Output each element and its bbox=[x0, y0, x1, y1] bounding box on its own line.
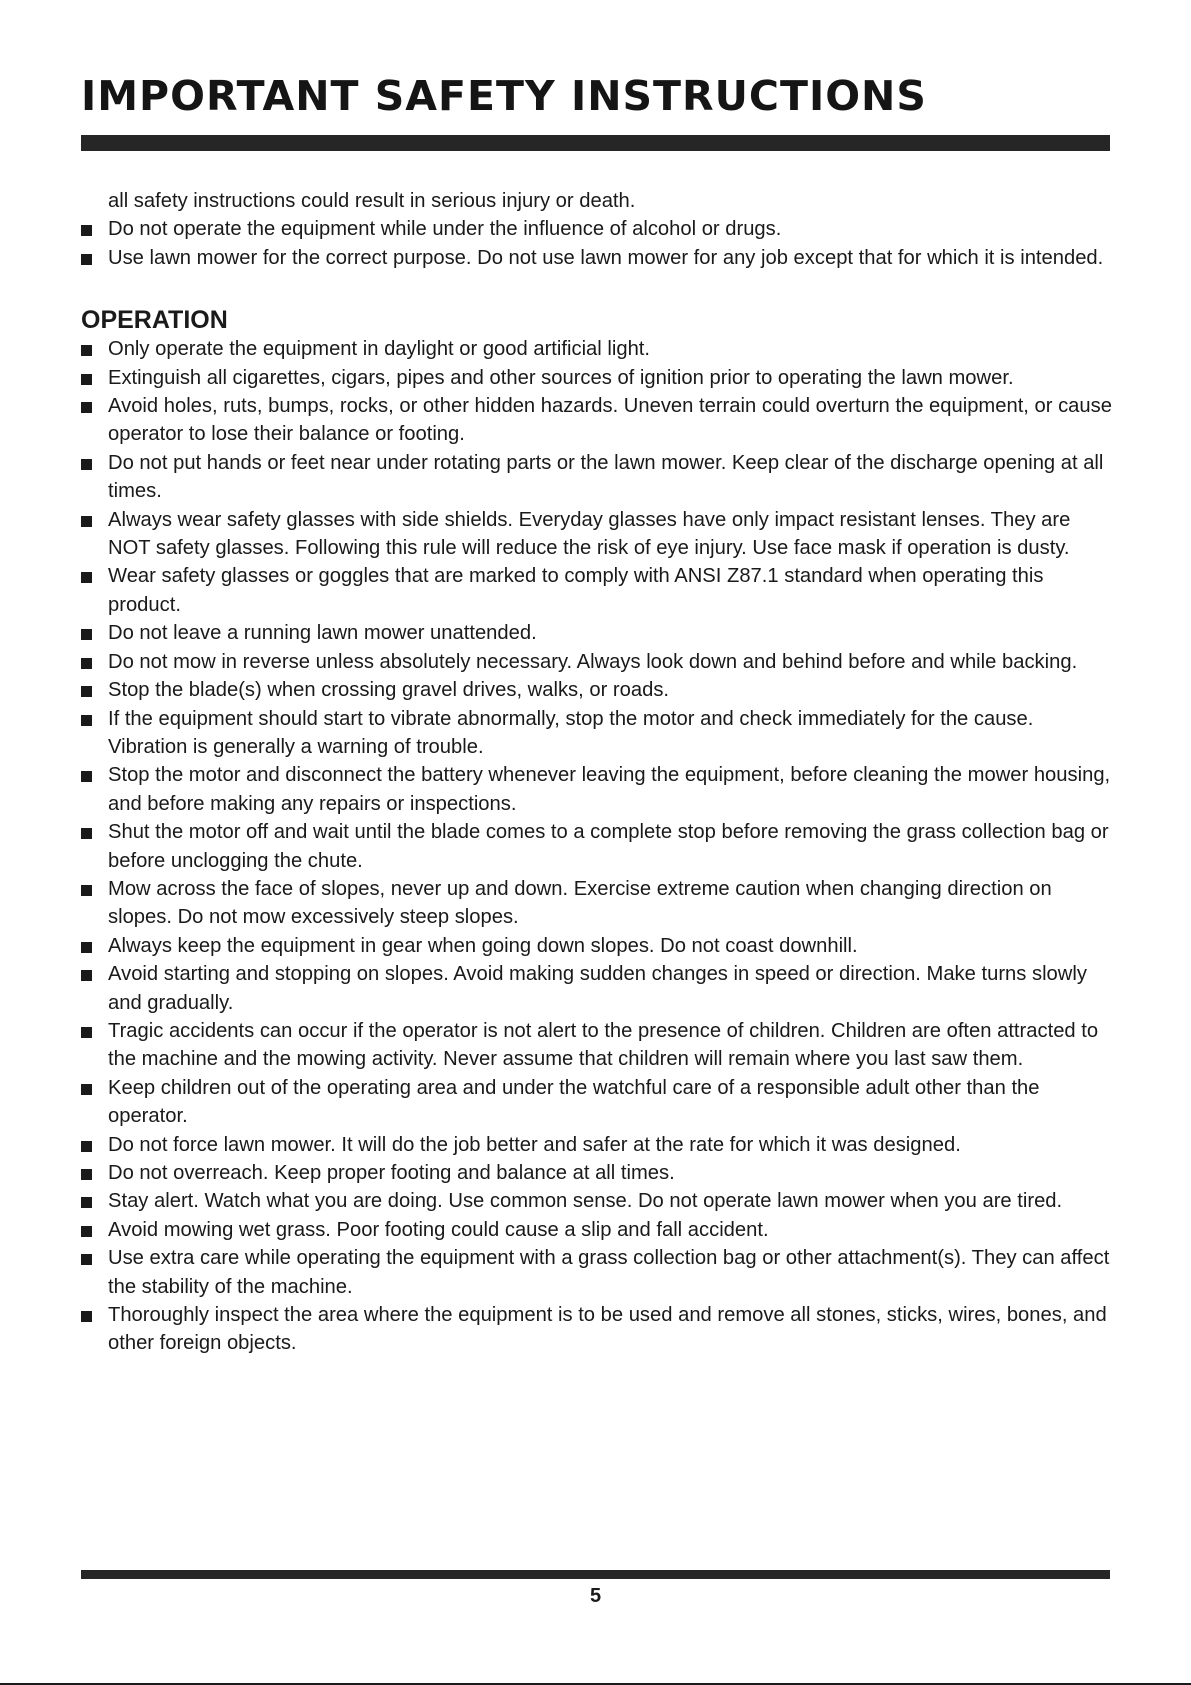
list-item-text: Do not mow in reverse unless absolutely necessary. Always look down and behind before and while backing. bbox=[108, 650, 1078, 673]
section-heading: OPERATION bbox=[81, 306, 228, 335]
footer-rule bbox=[81, 1570, 1110, 1579]
square-bullet-icon bbox=[81, 629, 92, 640]
square-bullet-icon bbox=[81, 715, 92, 726]
list-item bbox=[81, 1244, 1116, 1301]
list-item-text: Tragic accidents can occur if the operator is not alert to the presence of children. Children are often attracted to the machine and the mowing activity. Never assume that children will remain where you last saw them. bbox=[108, 1019, 1099, 1071]
square-bullet-icon bbox=[81, 970, 92, 981]
page-number: 5 bbox=[589, 1585, 602, 1607]
list-item bbox=[81, 392, 1116, 449]
continuation-text: all safety instructions could result in serious injury or death. bbox=[108, 190, 636, 212]
square-bullet-icon bbox=[81, 516, 92, 527]
square-bullet-icon bbox=[81, 1226, 92, 1237]
square-bullet-icon bbox=[81, 374, 92, 385]
list-item bbox=[81, 506, 1116, 563]
header-rule bbox=[81, 135, 1110, 151]
list-item bbox=[81, 364, 1116, 392]
list-item-text: Thoroughly inspect the area where the equipment is to be used and remove all stones, sticks, wires, bones, and other foreign objects. bbox=[108, 1304, 1107, 1355]
square-bullet-icon bbox=[81, 1027, 92, 1038]
list-item bbox=[81, 1017, 1116, 1074]
square-bullet-icon bbox=[81, 1169, 92, 1180]
list-item bbox=[81, 1301, 1116, 1358]
square-bullet-icon bbox=[81, 1311, 92, 1322]
list-item bbox=[81, 244, 1116, 272]
list-item bbox=[81, 1216, 1116, 1244]
list-item-text: Do not leave a running lawn mower unattended. bbox=[108, 622, 537, 645]
square-bullet-icon bbox=[81, 459, 92, 470]
list-item bbox=[81, 1159, 1116, 1187]
list-item-text: Stop the motor and disconnect the battery whenever leaving the equipment, before cleaning the mower housing, and before making any repairs or inspections. bbox=[108, 764, 1111, 815]
list-item bbox=[81, 648, 1116, 676]
content-body bbox=[81, 187, 1116, 1358]
list-item bbox=[81, 875, 1116, 932]
list-item-text: Always wear safety glasses with side shields. Everyday glasses have only impact resistant lenses. They are NOT safety glasses. Following this rule will reduce the risk of eye injury. Use face mask if operation is dusty. bbox=[108, 508, 1071, 560]
list-item bbox=[81, 1131, 1116, 1159]
list-item bbox=[81, 1187, 1116, 1215]
list-item bbox=[81, 215, 1116, 243]
list-item-text: Only operate the equipment in daylight or good artificial light. bbox=[108, 338, 651, 361]
list-item-text: Shut the motor off and wait until the blade comes to a complete stop before removing the grass collection bag or before unclogging the chute. bbox=[108, 821, 1109, 872]
list-item bbox=[81, 761, 1116, 818]
square-bullet-icon bbox=[81, 402, 92, 413]
list-item bbox=[81, 705, 1116, 762]
square-bullet-icon bbox=[81, 254, 92, 265]
square-bullet-icon bbox=[81, 1084, 92, 1095]
list-item bbox=[81, 960, 1116, 1017]
square-bullet-icon bbox=[81, 771, 92, 782]
list-item-text: Stop the blade(s) when crossing gravel drives, walks, or roads. bbox=[108, 679, 670, 702]
list-item bbox=[81, 619, 1116, 647]
page-title: IMPORTANT SAFETY INSTRUCTIONS bbox=[81, 72, 927, 120]
square-bullet-icon bbox=[81, 885, 92, 896]
list-item-text: Do not overreach. Keep proper footing and balance at all times. bbox=[108, 1162, 675, 1184]
intro-section bbox=[81, 187, 1116, 272]
square-bullet-icon bbox=[81, 686, 92, 697]
list-item-text: Do not force lawn mower. It will do the job better and safer at the rate for which it was designed. bbox=[108, 1133, 961, 1156]
list-item bbox=[81, 1074, 1116, 1131]
square-bullet-icon bbox=[81, 658, 92, 669]
list-item-text: Stay alert. Watch what you are doing. Use common sense. Do not operate lawn mower when you are tired. bbox=[108, 1190, 1063, 1213]
list-item bbox=[81, 932, 1116, 960]
list-item-text: Avoid holes, ruts, bumps, rocks, or other hidden hazards. Uneven terrain could overturn the equipment, or cause operator to lose their balance or footing. bbox=[108, 395, 1112, 446]
list-item bbox=[81, 335, 1116, 363]
square-bullet-icon bbox=[81, 1254, 92, 1265]
square-bullet-icon bbox=[81, 1197, 92, 1208]
square-bullet-icon bbox=[81, 942, 92, 953]
list-item-text: Always keep the equipment in gear when going down slopes. Do not coast downhill. bbox=[108, 934, 858, 957]
list-item-text: Do not put hands or feet near under rotating parts or the lawn mower. Keep clear of the discharge opening at all times. bbox=[108, 451, 1104, 503]
intro-list bbox=[81, 215, 1116, 272]
list-item bbox=[81, 449, 1116, 506]
square-bullet-icon bbox=[81, 828, 92, 839]
list-item bbox=[81, 676, 1116, 704]
operation-section bbox=[81, 305, 1116, 1358]
square-bullet-icon bbox=[81, 225, 92, 236]
square-bullet-icon bbox=[81, 1141, 92, 1152]
list-item bbox=[81, 562, 1116, 619]
list-item-text: Use lawn mower for the correct purpose. Do not use lawn mower for any job except that for which it is intended. bbox=[108, 246, 1104, 269]
list-item-text: Extinguish all cigarettes, cigars, pipes and other sources of ignition prior to operating the lawn mower. bbox=[108, 366, 1014, 389]
list-item-text: Do not operate the equipment while under the influence of alcohol or drugs. bbox=[108, 218, 782, 241]
square-bullet-icon bbox=[81, 345, 92, 356]
list-item-text: Use extra care while operating the equipment with a grass collection bag or other attachment(s). They can affect the stability of the machine. bbox=[108, 1247, 1110, 1298]
list-item-text: Mow across the face of slopes, never up and down. Exercise extreme caution when changing direction on slopes. Do not mow excessively steep slopes. bbox=[108, 877, 1052, 929]
list-item-text: Avoid mowing wet grass. Poor footing could cause a slip and fall accident. bbox=[108, 1218, 769, 1241]
square-bullet-icon bbox=[81, 572, 92, 583]
list-item-text: Avoid starting and stopping on slopes. Avoid making sudden changes in speed or direction. Make turns slowly and gradually. bbox=[108, 963, 1087, 1014]
list-item-text: If the equipment should start to vibrate abnormally, stop the motor and check immediately for the cause. Vibration is generally a warning of trouble. bbox=[108, 707, 1034, 758]
list-item-text: Wear safety glasses or goggles that are marked to comply with ANSI Z87.1 standard when operating this product. bbox=[108, 565, 1044, 616]
list-item-text: Keep children out of the operating area and under the watchful care of a responsible adult other than the operator. bbox=[108, 1076, 1040, 1128]
operation-list bbox=[81, 335, 1116, 1358]
list-item bbox=[81, 818, 1116, 875]
